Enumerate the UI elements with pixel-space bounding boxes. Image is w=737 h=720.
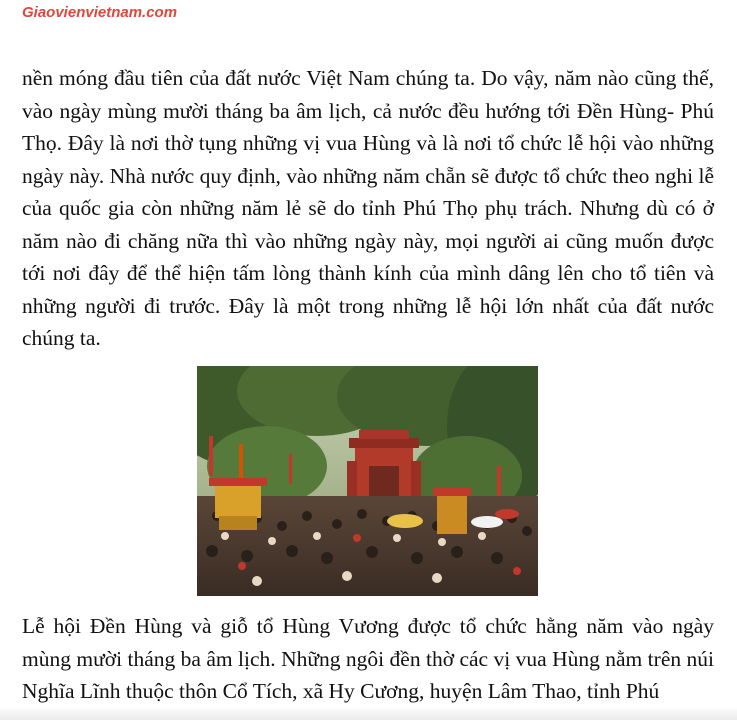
paragraph-intro: nền móng đầu tiên của đất nước Việt Nam chúng ta. Do vậy, năm nào cũng thế, vào ngày mùng mười tháng ba âm lịch, cả nước đều hướng tới Đền Hùng- Phú Thọ. Đây là nơi thờ tụng những vị vua Hùng và là nơi tổ chức lễ hội vào những ngày này. Nhà nước quy định, vào những năm chẵn sẽ được tổ chức theo nghi lễ của quốc gia còn những năm lẻ sẽ do tỉnh Phú Thọ phụ trách. Nhưng dù có ở năm nào đi chăng nữa thì vào những ngày này, mọi người ai cũng muốn được tới nơi đây để thể hiện tấm lòng thành kính của mình dâng lên cho tổ tiên và những người đi trước. Đây là một trong những lễ hội lớn nhất của đất nước chúng ta. [22, 66, 714, 350]
festival-photo [197, 366, 538, 596]
page-bottom-edge [0, 706, 737, 720]
paragraph-festival: Lễ hội Đền Hùng và giỗ tổ Hùng Vương được tổ chức hằng năm vào ngày mùng mười tháng ba âm lịch. Những ngôi đền thờ các vị vua Hùng nằm trên núi Nghĩa Lĩnh thuộc thôn Cổ Tích, xã Hy Cương, huyện Lâm Thao, tỉnh Phú [22, 614, 714, 703]
site-watermark: Giaovienvietnam.com [22, 4, 178, 21]
